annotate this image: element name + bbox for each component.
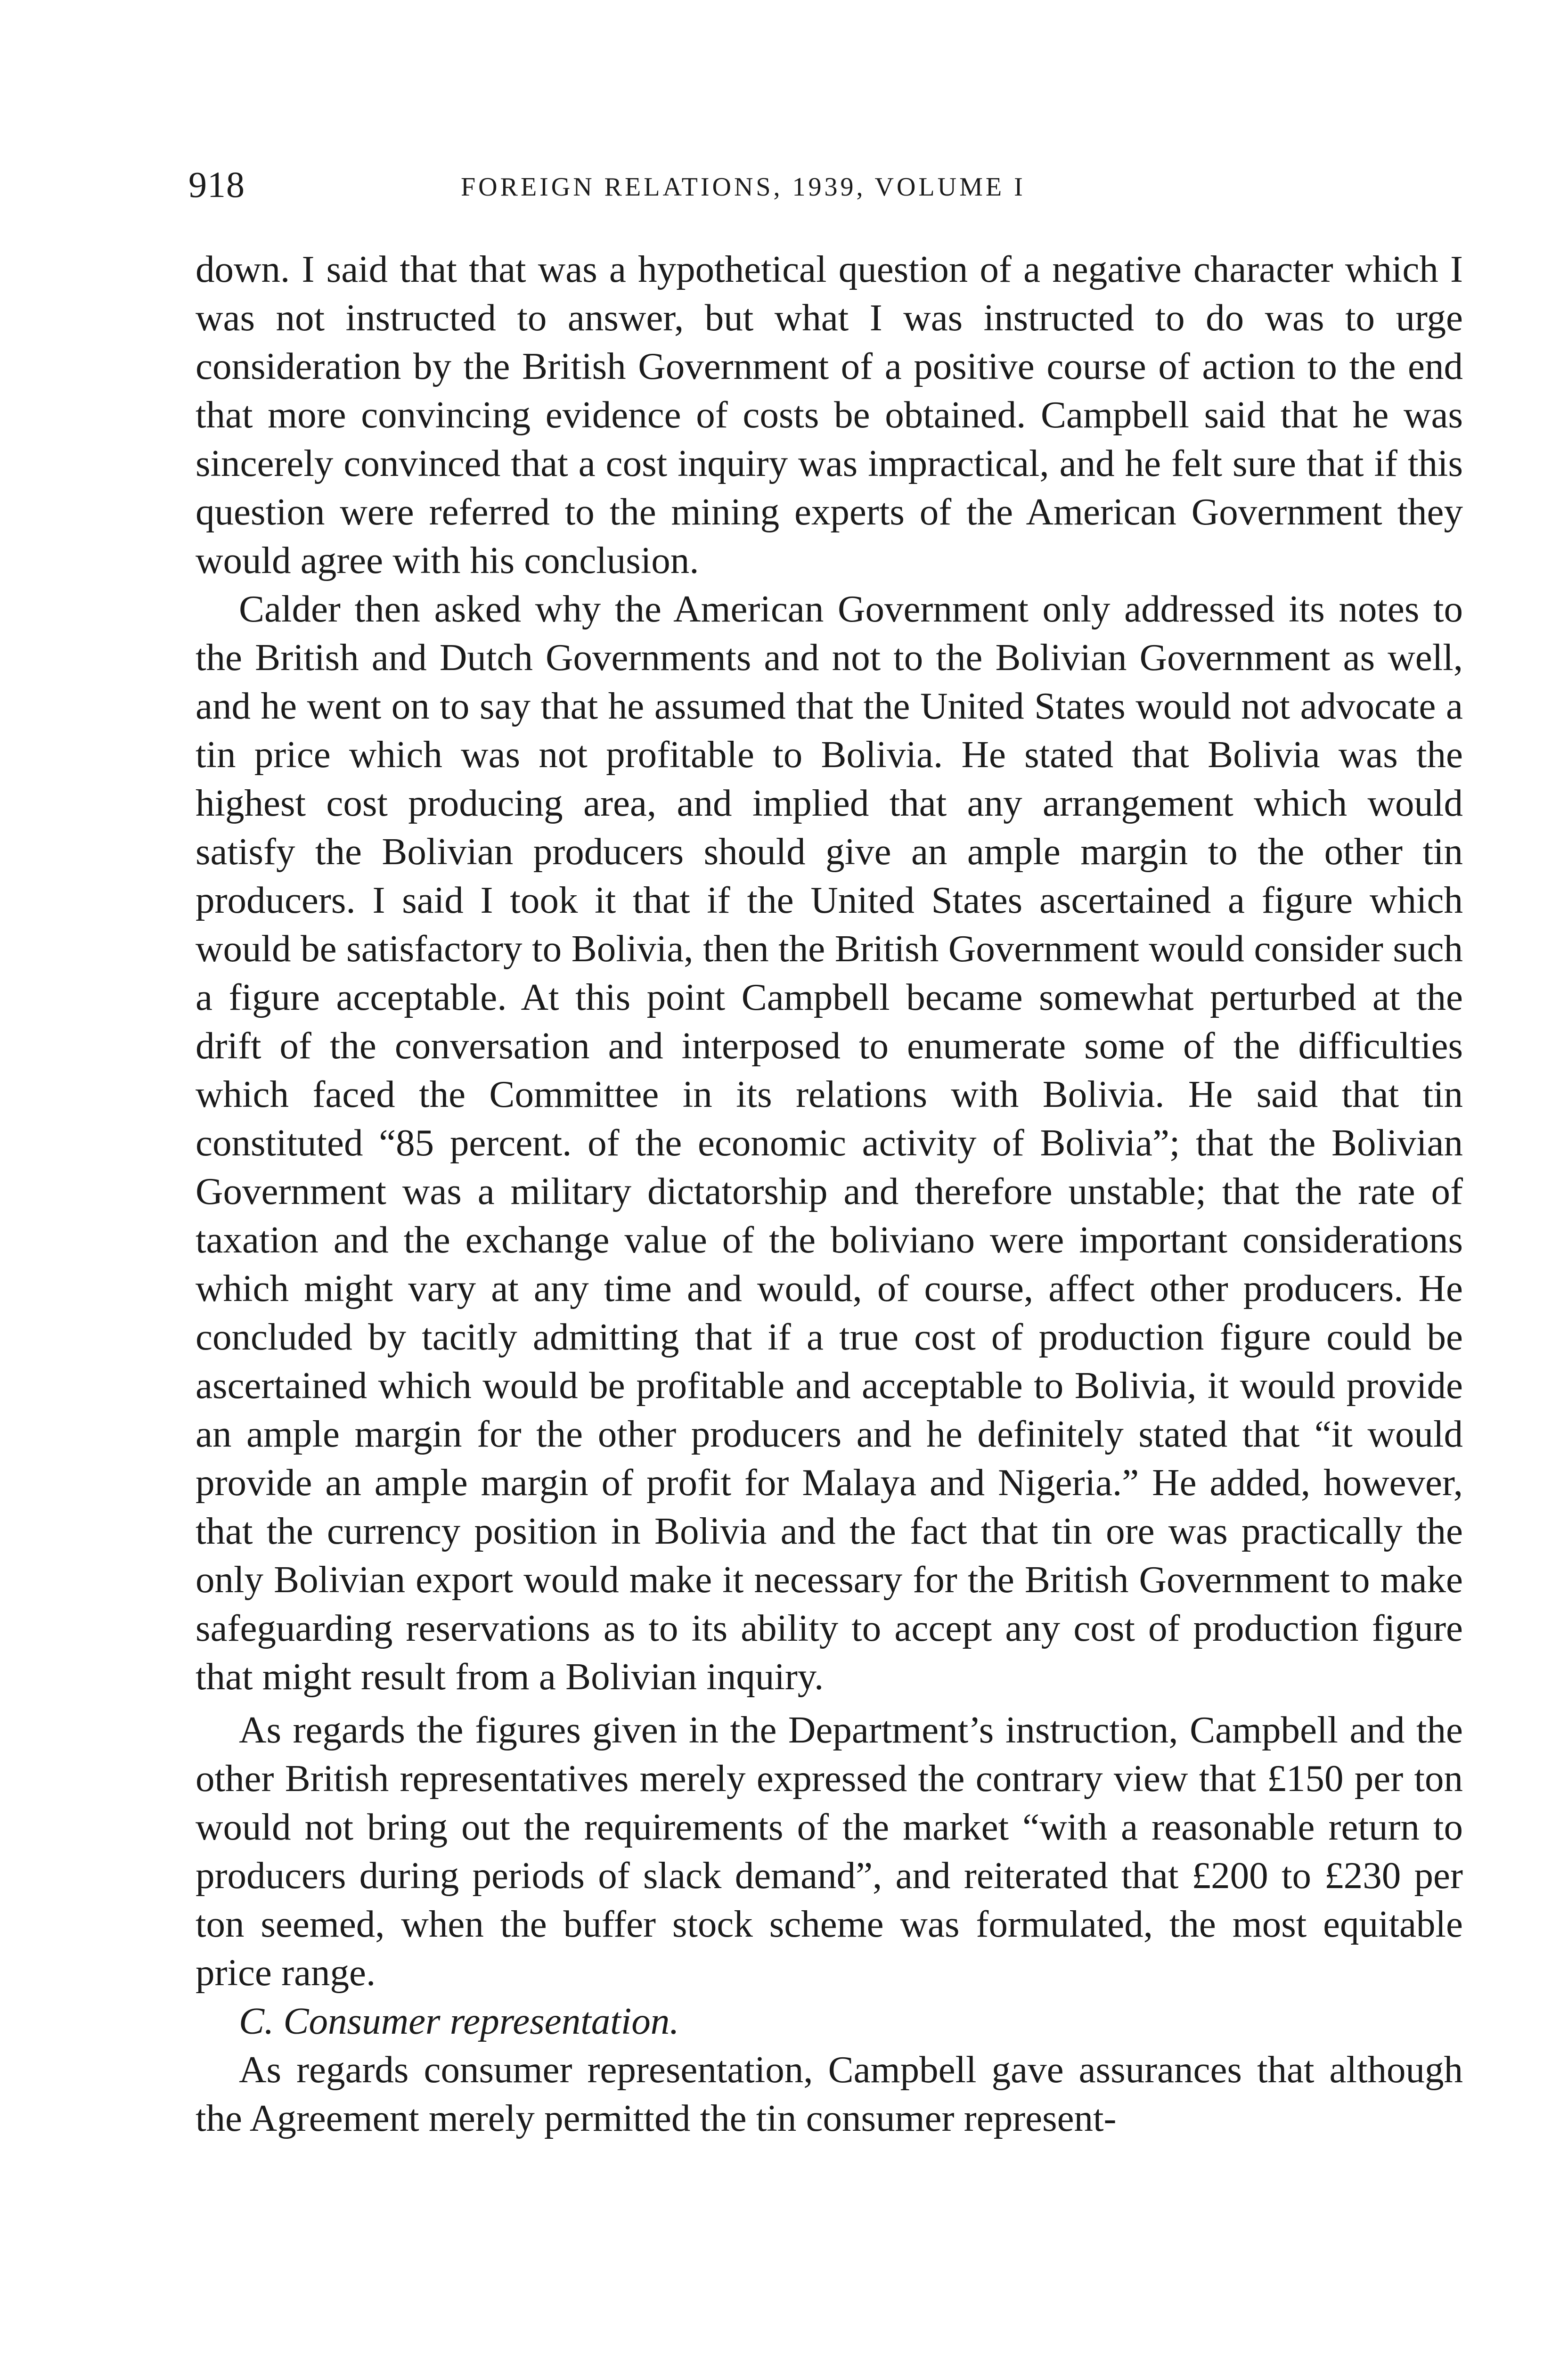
paragraph-2: Calder then asked why the American Government only addressed its notes to the British and Dutch Governments and not to the Bolivian Government as well, and he went on to say that he assumed that the United States would not advocate a tin price which was not profitable to Bolivia. He stated that Bolivia was the highest cost producing area, and implied that any arrangement which would satisfy the Bolivian producers should give an ample margin to the other tin producers. I said I took it that if the United States ascertained a figure which would be satisfactory to Bolivia, then the British Government would consider such a figure acceptable. At this point Campbell became somewhat perturbed at the drift of the conversation and interposed to enumerate some of the difficulties which faced the Committee in its relations with Bolivia. He said that tin constituted “85 percent. of the economic activity of Bolivia”; that the Bolivian Government was a military dictatorship and therefore unstable; that the rate of taxation and the exchange value of the boliviano were important considerations which might vary at any time and would, of course, affect other producers. He concluded by tacitly admitting that if a true cost of production figure could be ascertained which would be profitable and acceptable to Bolivia, it would provide an ample margin for the other producers and he definitely stated that “it would provide an ample margin of profit for Malaya and Nigeria.” He added, however, that the currency position in Bolivia and the fact that tin ore was practically the only Bolivian export would make it necessary for the British Government to make safeguarding reservations as to its ability to accept any cost of production figure that might result from a Bolivian inquiry. — [196, 588, 1463, 1698]
section-subheading: C. Consumer representation. — [239, 2000, 679, 2042]
paragraph-1: down. I said that that was a hypothetical question of a negative character which I was not instructed to answer, but what I was instructed to do was to urge consideration by the British Government of a positive course of action to the end that more convincing evidence of costs be obtained. Campbell said that he was sincerely convinced that a cost inquiry was impractical, and he felt sure that if this question were referred to the mining experts of the American Government they would agree with his conclusion. — [196, 248, 1463, 581]
page-number: 918 — [188, 164, 245, 205]
body-text — [196, 245, 1463, 2143]
paragraph-3: As regards the figures given in the Department’s instruction, Campbell and the other British representatives merely expressed the contrary view that £150 per ton would not bring out the requirements of the market “with a reasonable return to producers during periods of slack demand”, and reiterated that £200 to £230 per ton seemed, when the buffer stock scheme was formulated, the most equitable price range. — [196, 1709, 1463, 1994]
paragraph-4: As regards consumer representation, Campbell gave assurances that although the Agreement merely permitted the tin consumer represent- — [196, 2048, 1463, 2139]
running-head: FOREIGN RELATIONS, 1939, VOLUME I — [461, 172, 1026, 202]
page-header — [188, 161, 1456, 213]
